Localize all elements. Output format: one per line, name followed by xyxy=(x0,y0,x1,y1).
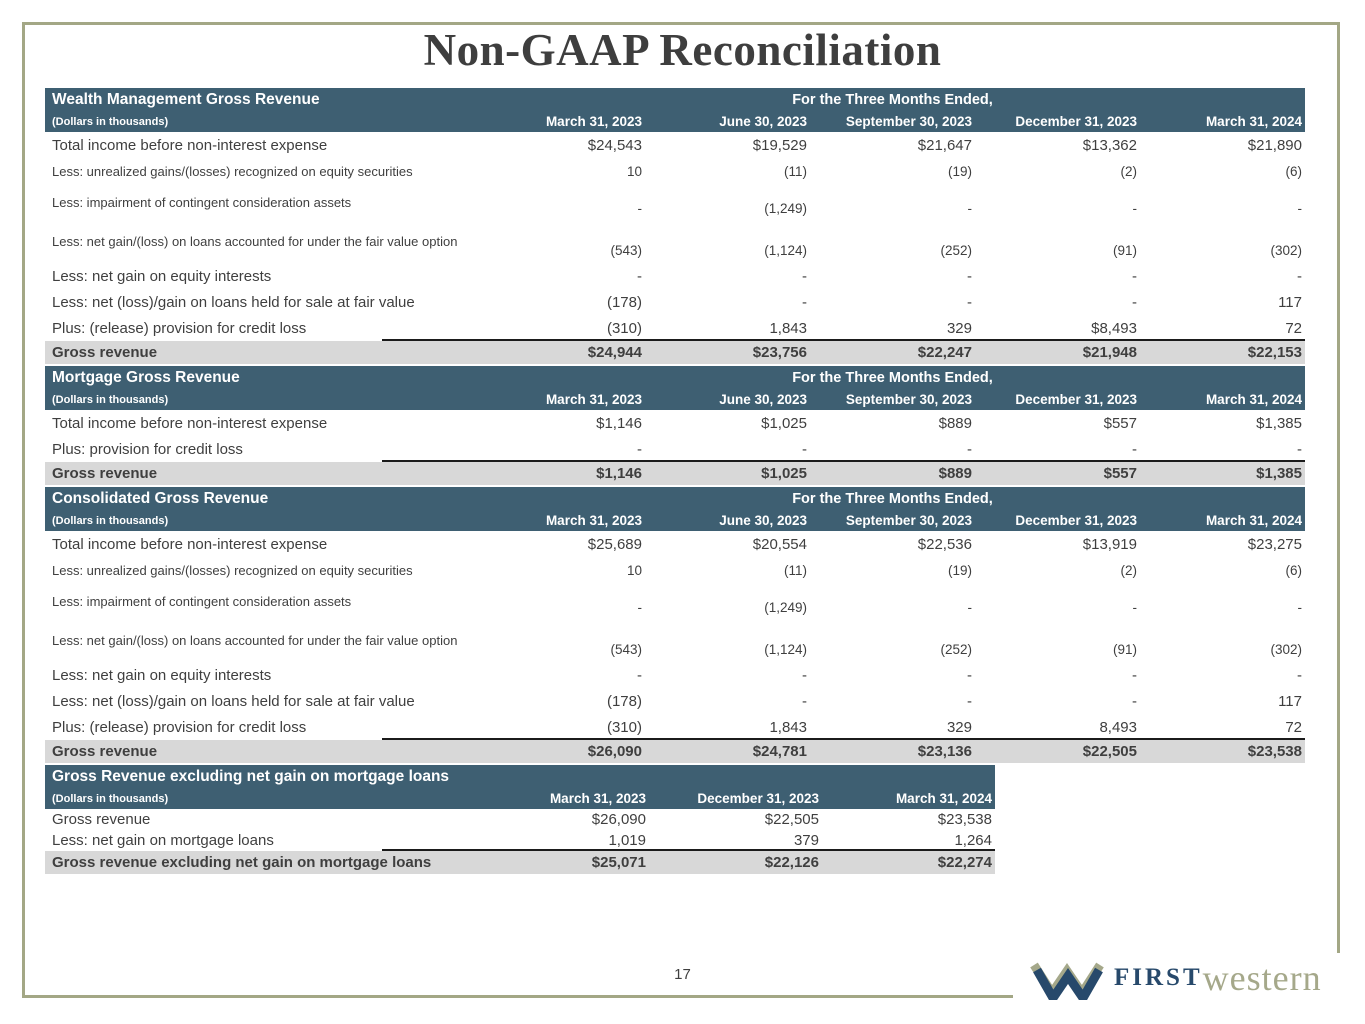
cell-value: $23,538 xyxy=(937,811,992,828)
cell-value: - xyxy=(1297,440,1302,458)
table-row xyxy=(45,620,1305,662)
cell-value: - xyxy=(967,267,972,285)
cell-value: (1,249) xyxy=(764,201,807,216)
cell-value: $19,529 xyxy=(752,136,807,154)
table-subheader-row xyxy=(45,510,1305,531)
cell-value: (19) xyxy=(947,562,972,578)
total-value: $1,385 xyxy=(1256,465,1302,482)
table-row xyxy=(45,158,1305,184)
cell-value: $25,689 xyxy=(587,535,642,553)
column-header: March 31, 2023 xyxy=(549,791,646,806)
table-total-row xyxy=(45,740,1305,763)
cell-value: (252) xyxy=(940,243,972,258)
row-label: Less: unrealized gains/(losses) recognized on equity securities xyxy=(52,163,413,179)
cell-value: (1,249) xyxy=(764,600,807,615)
cell-value: 1,843 xyxy=(769,718,807,736)
cell-value: 117 xyxy=(1278,293,1302,311)
column-header: March 31, 2024 xyxy=(1205,114,1302,129)
cell-value: - xyxy=(967,440,972,458)
cell-value: (302) xyxy=(1270,243,1302,258)
total-value: $22,505 xyxy=(1082,743,1137,760)
row-label: Total income before non-interest expense xyxy=(52,535,328,553)
column-header: March 31, 2024 xyxy=(1205,513,1302,528)
row-label: Less: unrealized gains/(losses) recognized on equity securities xyxy=(52,562,413,578)
cell-value: - xyxy=(802,440,807,458)
total-value: $24,781 xyxy=(752,743,807,760)
table-subheader-row xyxy=(45,111,1305,132)
cell-value: $1,025 xyxy=(761,414,807,432)
row-label: Less: net gain on equity interests xyxy=(52,267,272,285)
table-row xyxy=(45,557,1305,583)
period-header: For the Three Months Ended, xyxy=(792,369,993,386)
table-title: Mortgage Gross Revenue xyxy=(52,368,240,386)
frame-border-left xyxy=(22,22,25,998)
cell-value: (252) xyxy=(940,642,972,657)
cell-value: 1,264 xyxy=(954,832,992,849)
cell-value: - xyxy=(1132,267,1137,285)
total-value: $23,538 xyxy=(1247,743,1302,760)
total-value: $889 xyxy=(938,465,972,482)
cell-value: 8,493 xyxy=(1099,718,1137,736)
cell-value: (6) xyxy=(1285,562,1302,578)
cell-value: $13,919 xyxy=(1082,535,1137,553)
row-label: Less: net gain on equity interests xyxy=(52,666,272,684)
table-total-row xyxy=(45,851,995,874)
row-label: Less: impairment of contingent consideration assets xyxy=(52,594,352,609)
cell-value: 10 xyxy=(626,562,642,578)
table-wealth-management xyxy=(45,88,1305,364)
period-header: For the Three Months Ended, xyxy=(792,91,993,108)
cell-value: - xyxy=(637,201,642,216)
cell-value: $1,385 xyxy=(1256,414,1302,432)
cell-value: - xyxy=(802,293,807,311)
cell-value: $24,543 xyxy=(587,136,642,154)
row-label: Less: net gain/(loss) on loans accounted for under the fair value option xyxy=(52,632,458,648)
page-title: Non-GAAP Reconciliation xyxy=(423,25,942,75)
table-row xyxy=(45,436,1305,462)
cell-value: - xyxy=(802,267,807,285)
cell-value: (1,124) xyxy=(764,243,807,258)
column-header: March 31, 2023 xyxy=(545,513,642,528)
cell-value: $1,146 xyxy=(596,414,642,432)
tables xyxy=(45,88,1305,876)
column-header: December 31, 2023 xyxy=(1015,513,1137,528)
cell-value: - xyxy=(637,440,642,458)
cell-value: 10 xyxy=(626,163,642,179)
total-label: Gross revenue xyxy=(52,743,158,760)
column-header: December 31, 2023 xyxy=(697,791,819,806)
column-header: June 30, 2023 xyxy=(719,114,807,129)
cell-value: (19) xyxy=(947,163,972,179)
cell-value: - xyxy=(967,201,972,216)
frame-border-bottom xyxy=(22,995,1013,998)
total-value: $21,948 xyxy=(1082,344,1137,361)
row-label: Less: net (loss)/gain on loans held for sale at fair value xyxy=(52,293,415,311)
table-row xyxy=(45,531,1305,557)
cell-value: (310) xyxy=(606,718,642,736)
row-label: Less: net gain/(loss) on loans accounted for under the fair value option xyxy=(52,233,458,249)
total-label: Gross revenue xyxy=(52,465,158,482)
column-header: March 31, 2024 xyxy=(1205,392,1302,407)
row-label: Plus: provision for credit loss xyxy=(52,440,243,458)
dollars-in-thousands-note: (Dollars in thousands) xyxy=(52,115,169,128)
table-excluding-mortgage-gain xyxy=(45,765,995,874)
table-header-row xyxy=(45,487,1305,510)
table-row xyxy=(45,221,1305,263)
cell-value: $13,362 xyxy=(1082,136,1137,154)
cell-value: - xyxy=(1297,666,1302,684)
table-row xyxy=(45,410,1305,436)
table-title: Consolidated Gross Revenue xyxy=(52,489,269,507)
table-total-row xyxy=(45,341,1305,364)
table-title: Gross Revenue excluding net gain on mortgage loans xyxy=(52,767,450,785)
cell-value: - xyxy=(1132,201,1137,216)
cell-value: - xyxy=(1297,267,1302,285)
table-row xyxy=(45,714,1305,740)
total-value: $22,153 xyxy=(1247,344,1302,361)
total-value: $23,136 xyxy=(917,743,972,760)
table-subheader-row xyxy=(45,788,995,809)
cell-value: - xyxy=(1297,201,1302,216)
frame-border-right xyxy=(1337,22,1340,953)
cell-value: 1,843 xyxy=(769,319,807,337)
cell-value: - xyxy=(802,666,807,684)
dollars-in-thousands-note: (Dollars in thousands) xyxy=(52,393,169,406)
cell-value: $557 xyxy=(1103,414,1137,432)
cell-value: (178) xyxy=(606,692,642,710)
column-header: March 31, 2024 xyxy=(895,791,992,806)
table-row xyxy=(45,662,1305,688)
table-header-row xyxy=(45,366,1305,389)
cell-value: - xyxy=(1132,293,1137,311)
table-row xyxy=(45,809,995,830)
cell-value: - xyxy=(967,692,972,710)
cell-value: 329 xyxy=(946,718,972,736)
table-mortgage xyxy=(45,366,1305,485)
period-header: For the Three Months Ended, xyxy=(792,490,993,507)
cell-value: - xyxy=(637,267,642,285)
total-value: $22,247 xyxy=(917,344,972,361)
cell-value: (543) xyxy=(610,642,642,657)
row-label: Plus: (release) provision for credit loss xyxy=(52,718,307,736)
cell-value: (302) xyxy=(1270,642,1302,657)
logo-western-text: western xyxy=(1202,958,1322,998)
total-value: $26,090 xyxy=(587,743,642,760)
total-label: Gross revenue excluding net gain on mortgage loans xyxy=(52,854,432,871)
cell-value: $26,090 xyxy=(591,811,646,828)
cell-value: $8,493 xyxy=(1091,319,1137,337)
cell-value: (310) xyxy=(606,319,642,337)
table-title: Wealth Management Gross Revenue xyxy=(52,90,320,108)
cell-value: - xyxy=(1132,440,1137,458)
cell-value: 379 xyxy=(793,832,819,849)
w-logo-icon xyxy=(1028,960,1106,1000)
table-row xyxy=(45,583,1305,620)
cell-value: $20,554 xyxy=(752,535,807,553)
column-header: December 31, 2023 xyxy=(1015,114,1137,129)
cell-value: $21,647 xyxy=(917,136,972,154)
cell-value: 1,019 xyxy=(608,832,646,849)
cell-value: - xyxy=(967,666,972,684)
cell-value: $889 xyxy=(938,414,972,432)
table-total-row xyxy=(45,462,1305,485)
table-row xyxy=(45,184,1305,221)
row-label: Total income before non-interest expense xyxy=(52,136,328,154)
cell-value: (11) xyxy=(783,163,807,179)
total-value: $1,025 xyxy=(761,465,807,482)
cell-value: (91) xyxy=(1112,243,1137,258)
total-value: $1,146 xyxy=(596,465,642,482)
dollars-in-thousands-note: (Dollars in thousands) xyxy=(52,514,169,527)
column-header: September 30, 2023 xyxy=(845,392,972,407)
row-label: Gross revenue xyxy=(52,811,151,828)
column-header: September 30, 2023 xyxy=(845,114,972,129)
row-label: Less: impairment of contingent consideration assets xyxy=(52,195,352,210)
total-value: $22,126 xyxy=(764,854,819,871)
table-subheader-row xyxy=(45,389,1305,410)
cell-value: (1,124) xyxy=(764,642,807,657)
column-header: June 30, 2023 xyxy=(719,392,807,407)
cell-value: (11) xyxy=(783,562,807,578)
table-header-row xyxy=(45,765,995,788)
cell-value: - xyxy=(1132,692,1137,710)
cell-value: - xyxy=(1297,600,1302,615)
row-label: Total income before non-interest expense xyxy=(52,414,328,432)
cell-value: 72 xyxy=(1285,319,1302,337)
cell-value: (178) xyxy=(606,293,642,311)
cell-value: - xyxy=(637,666,642,684)
cell-value: - xyxy=(967,293,972,311)
cell-value: - xyxy=(802,692,807,710)
row-label: Less: net (loss)/gain on loans held for sale at fair value xyxy=(52,692,415,710)
table-consolidated xyxy=(45,487,1305,763)
total-value: $557 xyxy=(1103,465,1137,482)
total-value: $22,274 xyxy=(937,854,992,871)
cell-value: (543) xyxy=(610,243,642,258)
cell-value: $21,890 xyxy=(1247,136,1302,154)
total-label: Gross revenue xyxy=(52,344,158,361)
table-row xyxy=(45,688,1305,714)
total-value: $25,071 xyxy=(591,854,646,871)
table-header-row xyxy=(45,88,1305,111)
first-western-logo xyxy=(1028,956,1322,1000)
page-number: 17 xyxy=(674,966,691,983)
total-value: $23,756 xyxy=(752,344,807,361)
cell-value: $23,275 xyxy=(1247,535,1302,553)
column-header: June 30, 2023 xyxy=(719,513,807,528)
table-row xyxy=(45,289,1305,315)
table-row xyxy=(45,315,1305,341)
cell-value: $22,505 xyxy=(764,811,819,828)
column-header: September 30, 2023 xyxy=(845,513,972,528)
cell-value: 72 xyxy=(1285,718,1302,736)
cell-value: 117 xyxy=(1278,692,1302,710)
cell-value: (6) xyxy=(1285,163,1302,179)
cell-value: (2) xyxy=(1120,163,1137,179)
cell-value: 329 xyxy=(946,319,972,337)
column-header: March 31, 2023 xyxy=(545,392,642,407)
cell-value: - xyxy=(967,600,972,615)
cell-value: - xyxy=(1132,600,1137,615)
table-row xyxy=(45,830,995,851)
total-value: $24,944 xyxy=(587,344,642,361)
column-header: March 31, 2023 xyxy=(545,114,642,129)
cell-value: (91) xyxy=(1112,642,1137,657)
logo-first-text: FIRST xyxy=(1114,964,1203,991)
dollars-in-thousands-note: (Dollars in thousands) xyxy=(52,792,169,805)
cell-value: $22,536 xyxy=(917,535,972,553)
row-label: Less: net gain on mortgage loans xyxy=(52,832,274,849)
cell-value: - xyxy=(637,600,642,615)
cell-value: (2) xyxy=(1120,562,1137,578)
row-label: Plus: (release) provision for credit loss xyxy=(52,319,307,337)
table-row xyxy=(45,132,1305,158)
table-row xyxy=(45,263,1305,289)
cell-value: - xyxy=(1132,666,1137,684)
column-header: December 31, 2023 xyxy=(1015,392,1137,407)
